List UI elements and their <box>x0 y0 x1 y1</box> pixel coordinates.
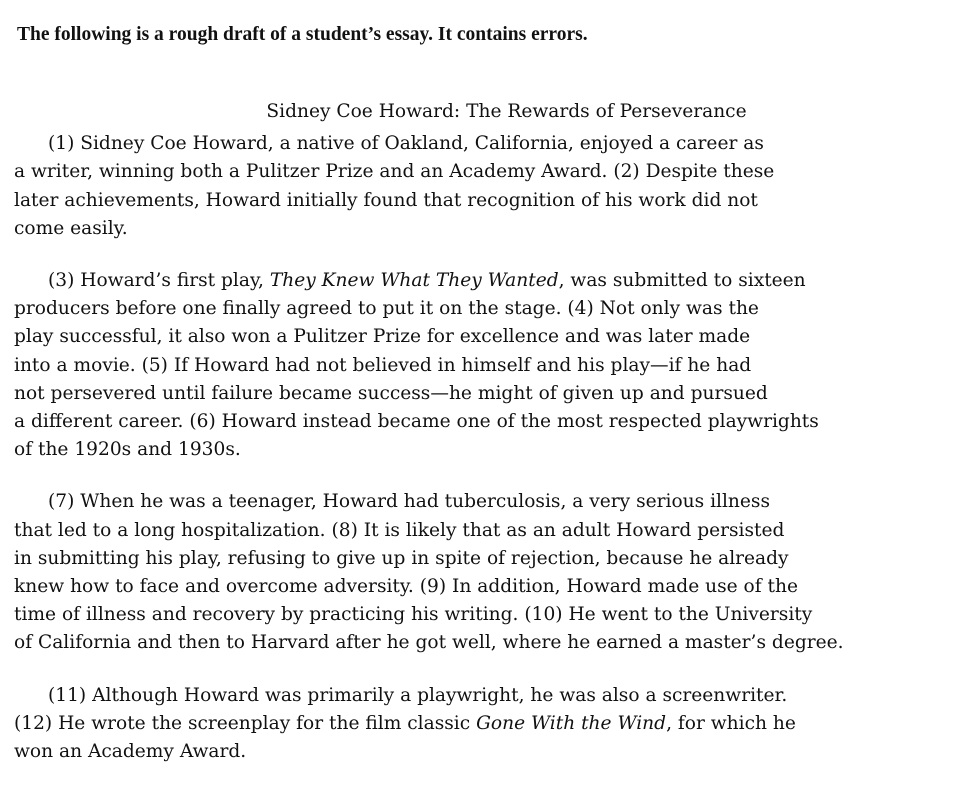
text-segment: that led to a long hospitalization. (8) It is likely that as an adult Howard persisted <box>14 519 785 541</box>
paragraph-line <box>14 601 959 629</box>
paragraph-line <box>14 710 959 738</box>
essay-paragraph <box>14 267 959 464</box>
text-segment: (1) Sidney Coe Howard, a native of Oakland, California, enjoyed a career as <box>48 133 764 155</box>
paragraph-line <box>14 267 959 295</box>
text-segment: come easily. <box>14 217 128 239</box>
paragraph-line <box>14 573 959 601</box>
text-segment: a writer, winning both a Pulitzer Prize and an Academy Award. (2) Despite these <box>14 161 775 183</box>
paragraph-line <box>14 517 959 545</box>
paragraph-line <box>14 545 959 573</box>
text-segment: (7) When he was a teenager, Howard had tuberculosis, a very serious illness <box>48 491 770 513</box>
text-segment: (3) Howard’s first play, <box>48 270 270 292</box>
paragraph-line <box>14 295 959 323</box>
paragraph-line <box>14 629 959 657</box>
paragraph-line <box>14 408 959 436</box>
paragraph-line <box>14 187 959 215</box>
essay-body <box>14 130 959 766</box>
essay-paragraph <box>14 130 959 243</box>
text-segment: time of illness and recovery by practicing his writing. (10) He went to the University <box>14 604 813 626</box>
text-segment: producers before one finally agreed to put it on the stage. (4) Not only was the <box>14 298 759 320</box>
text-segment: later achievements, Howard initially found that recognition of his work did not <box>14 189 758 211</box>
paragraph-line <box>14 215 959 243</box>
text-segment: of California and then to Harvard after he got well, where he earned a master’s degree. <box>14 632 844 654</box>
text-segment: not persevered until failure became success—he might of given up and pursued <box>14 382 768 404</box>
essay <box>14 98 959 790</box>
essay-paragraph <box>14 682 959 767</box>
essay-title: Sidney Coe Howard: The Rewards of Perseverance <box>266 101 747 122</box>
paragraph-line <box>14 738 959 766</box>
text-segment: (11) Although Howard was primarily a playwright, he was also a screenwriter. <box>48 684 788 706</box>
text-segment: knew how to face and overcome adversity. (9) In addition, Howard made use of the <box>14 576 798 598</box>
text-segment: , for which he <box>666 712 796 734</box>
paragraph-line <box>14 380 959 408</box>
paragraph-line <box>14 158 959 186</box>
text-segment: play successful, it also won a Pulitzer Prize for excellence and was later made <box>14 326 751 348</box>
text-segment: won an Academy Award. <box>14 741 247 763</box>
paragraph-line <box>14 436 959 464</box>
text-segment: , was submitted to sixteen <box>558 270 806 292</box>
paragraph-line <box>14 488 959 516</box>
text-segment: a different career. (6) Howard instead became one of the most respected playwrights <box>14 411 819 433</box>
text-segment: in submitting his play, refusing to give up in spite of rejection, because he already <box>14 547 789 569</box>
instructions-note: The following is a rough draft of a student’s essay. It contains errors. <box>17 24 588 45</box>
italic-title-text: They Knew What They Wanted <box>269 270 559 292</box>
paragraph-line <box>14 323 959 351</box>
text-segment: into a movie. (5) If Howard had not believed in himself and his play—if he had <box>14 354 752 376</box>
italic-title-text: Gone With the Wind <box>476 712 667 734</box>
text-segment: of the 1920s and 1930s. <box>14 439 241 461</box>
paragraph-line <box>14 352 959 380</box>
essay-paragraph <box>14 488 959 657</box>
text-segment: (12) He wrote the screenplay for the film classic <box>14 712 477 734</box>
paragraph-line <box>14 130 959 158</box>
paragraph-line <box>14 682 959 710</box>
